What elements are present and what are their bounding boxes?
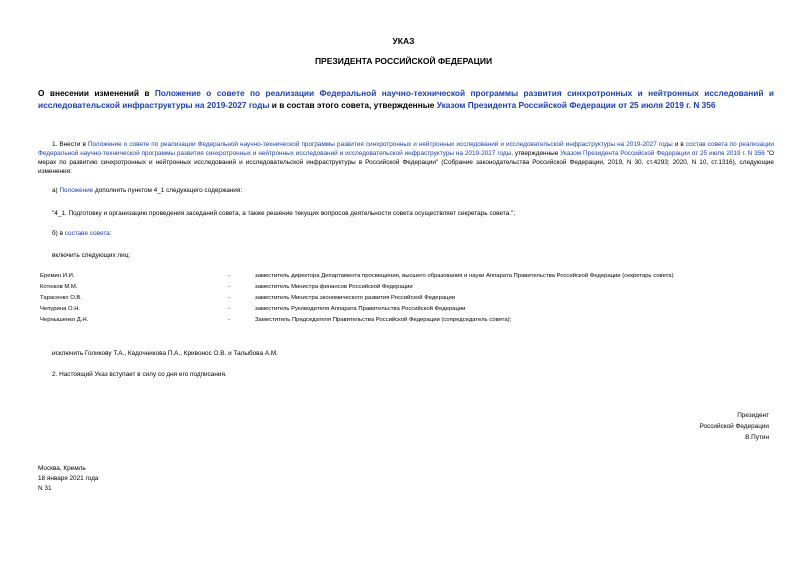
document-title: УКАЗ — [392, 36, 415, 46]
member-name: Еремин И.И. — [40, 273, 75, 279]
member-row — [40, 295, 780, 304]
quote-text: "4_1. Подготовку и организацию проведения заседаний совета, а также решение текущих вопросов деятельности совета осуществляет секретарь совета."; — [52, 210, 516, 217]
member-row — [40, 306, 780, 315]
member-name: Тарасенко О.В. — [40, 295, 82, 301]
para1-link-decree[interactable]: Указом Президента Российской Федерации от 25 июля 2019 г. N 356 — [560, 150, 765, 157]
member-role: заместитель Руководителя Аппарата Правительства Российской Федерации — [255, 306, 466, 312]
member-row — [40, 317, 780, 326]
signature-country: Российской Федерации — [699, 423, 769, 430]
subject-prefix: О внесении изменений в — [38, 88, 155, 98]
paragraph-1 — [38, 140, 774, 176]
para1-link-council[interactable]: состав совета по реализации Федеральной научно-технической программы развития синхротронных и нейтронных исследований и исследовательской инфраструктуры на 2019-2027 годы — [38, 141, 774, 157]
signature-title: Президент — [737, 412, 769, 419]
para1-link-regulation[interactable]: Положение о совете по реализации Федеральной научно-технической программы развития синхротронных и нейтронных исследований и исследовательской инфраструктуры на 2019-2027 годы — [87, 141, 673, 148]
para1-end: "О мерах по развитию синхротронных и нейтронных исследований и исследовательской инфраструктуры в Российской Федерации" (Собрание законодательства Российской Федерации, 2019, N 30, ст.4293; 2020, N 10, ст.1316), следующие изменения: — [38, 150, 775, 175]
member-role: Заместитель Председателя Правительства Российской Федерации (сопредседатель совета); — [255, 317, 512, 323]
subject-link-decree[interactable]: Указом Президента Российской Федерации от 25 июля 2019 г. N 356 — [436, 100, 716, 110]
member-name: Чепурина О.Н. — [40, 306, 81, 312]
member-dash: - — [228, 284, 230, 290]
member-name: Чернышенко Д.Н. — [40, 317, 89, 323]
member-name: Котюков М.М. — [40, 284, 78, 290]
member-dash: - — [228, 317, 230, 323]
member-row — [40, 273, 780, 282]
place-city: Москва, Кремль — [38, 465, 86, 472]
member-dash: - — [228, 273, 230, 279]
subject-mid2: , утвержденные — [368, 100, 437, 110]
decree-number: N 31 — [38, 485, 52, 492]
subject-mid: и в состав этого совета — [269, 100, 369, 110]
para1-start: 1. Внести в — [52, 141, 88, 148]
member-dash: - — [228, 306, 230, 312]
item-a-text: дополнить пунктом 4_1 следующего содержания: — [93, 187, 243, 194]
document-subject — [38, 87, 774, 111]
place-date-block — [38, 464, 98, 494]
item-a-prefix: а) — [52, 187, 60, 194]
member-role: заместитель Министра экономического развития Российской Федерации — [255, 295, 456, 301]
include-text: включить следующих лиц: — [52, 252, 131, 259]
member-dash: - — [228, 295, 230, 301]
item-b — [52, 229, 112, 238]
para1-mid2: , утвержденные — [511, 150, 561, 157]
item-b-text: : — [109, 230, 112, 237]
item-a — [52, 186, 242, 195]
paragraph-2: 2. Настоящий Указ вступает в силу со дня его подписания. — [52, 371, 227, 378]
member-row — [40, 284, 780, 293]
exclude-text: исключить Голикову Т.А., Кадочникова П.А., Кривонос О.В. и Талыбова А.М. — [52, 350, 278, 357]
member-role: заместитель директора Департамента просвещения, высшего образования и науки Аппарата Правительства Российской Федерации (секретарь совета) — [255, 273, 674, 279]
item-b-prefix: б) в — [52, 230, 65, 237]
place-date: 18 января 2021 года — [38, 475, 99, 482]
signature-block — [700, 410, 770, 443]
para1-mid1: и в — [672, 141, 686, 148]
item-a-link[interactable]: Положение — [59, 187, 94, 194]
member-role: заместитель Министра финансов Российской Федерации — [255, 284, 413, 290]
subject-link-regulation[interactable]: Положение о совете по реализации Федеральной научно-технической программы развития синхротронных и нейтронных исследований и исследовательской инфраструктуры на 2019-2027 годы — [38, 88, 774, 110]
signature-name: В.Путин — [745, 434, 769, 441]
document-subtitle: ПРЕЗИДЕНТА РОССИЙСКОЙ ФЕДЕРАЦИИ — [314, 56, 493, 66]
item-b-link[interactable]: составе совета — [64, 230, 110, 237]
